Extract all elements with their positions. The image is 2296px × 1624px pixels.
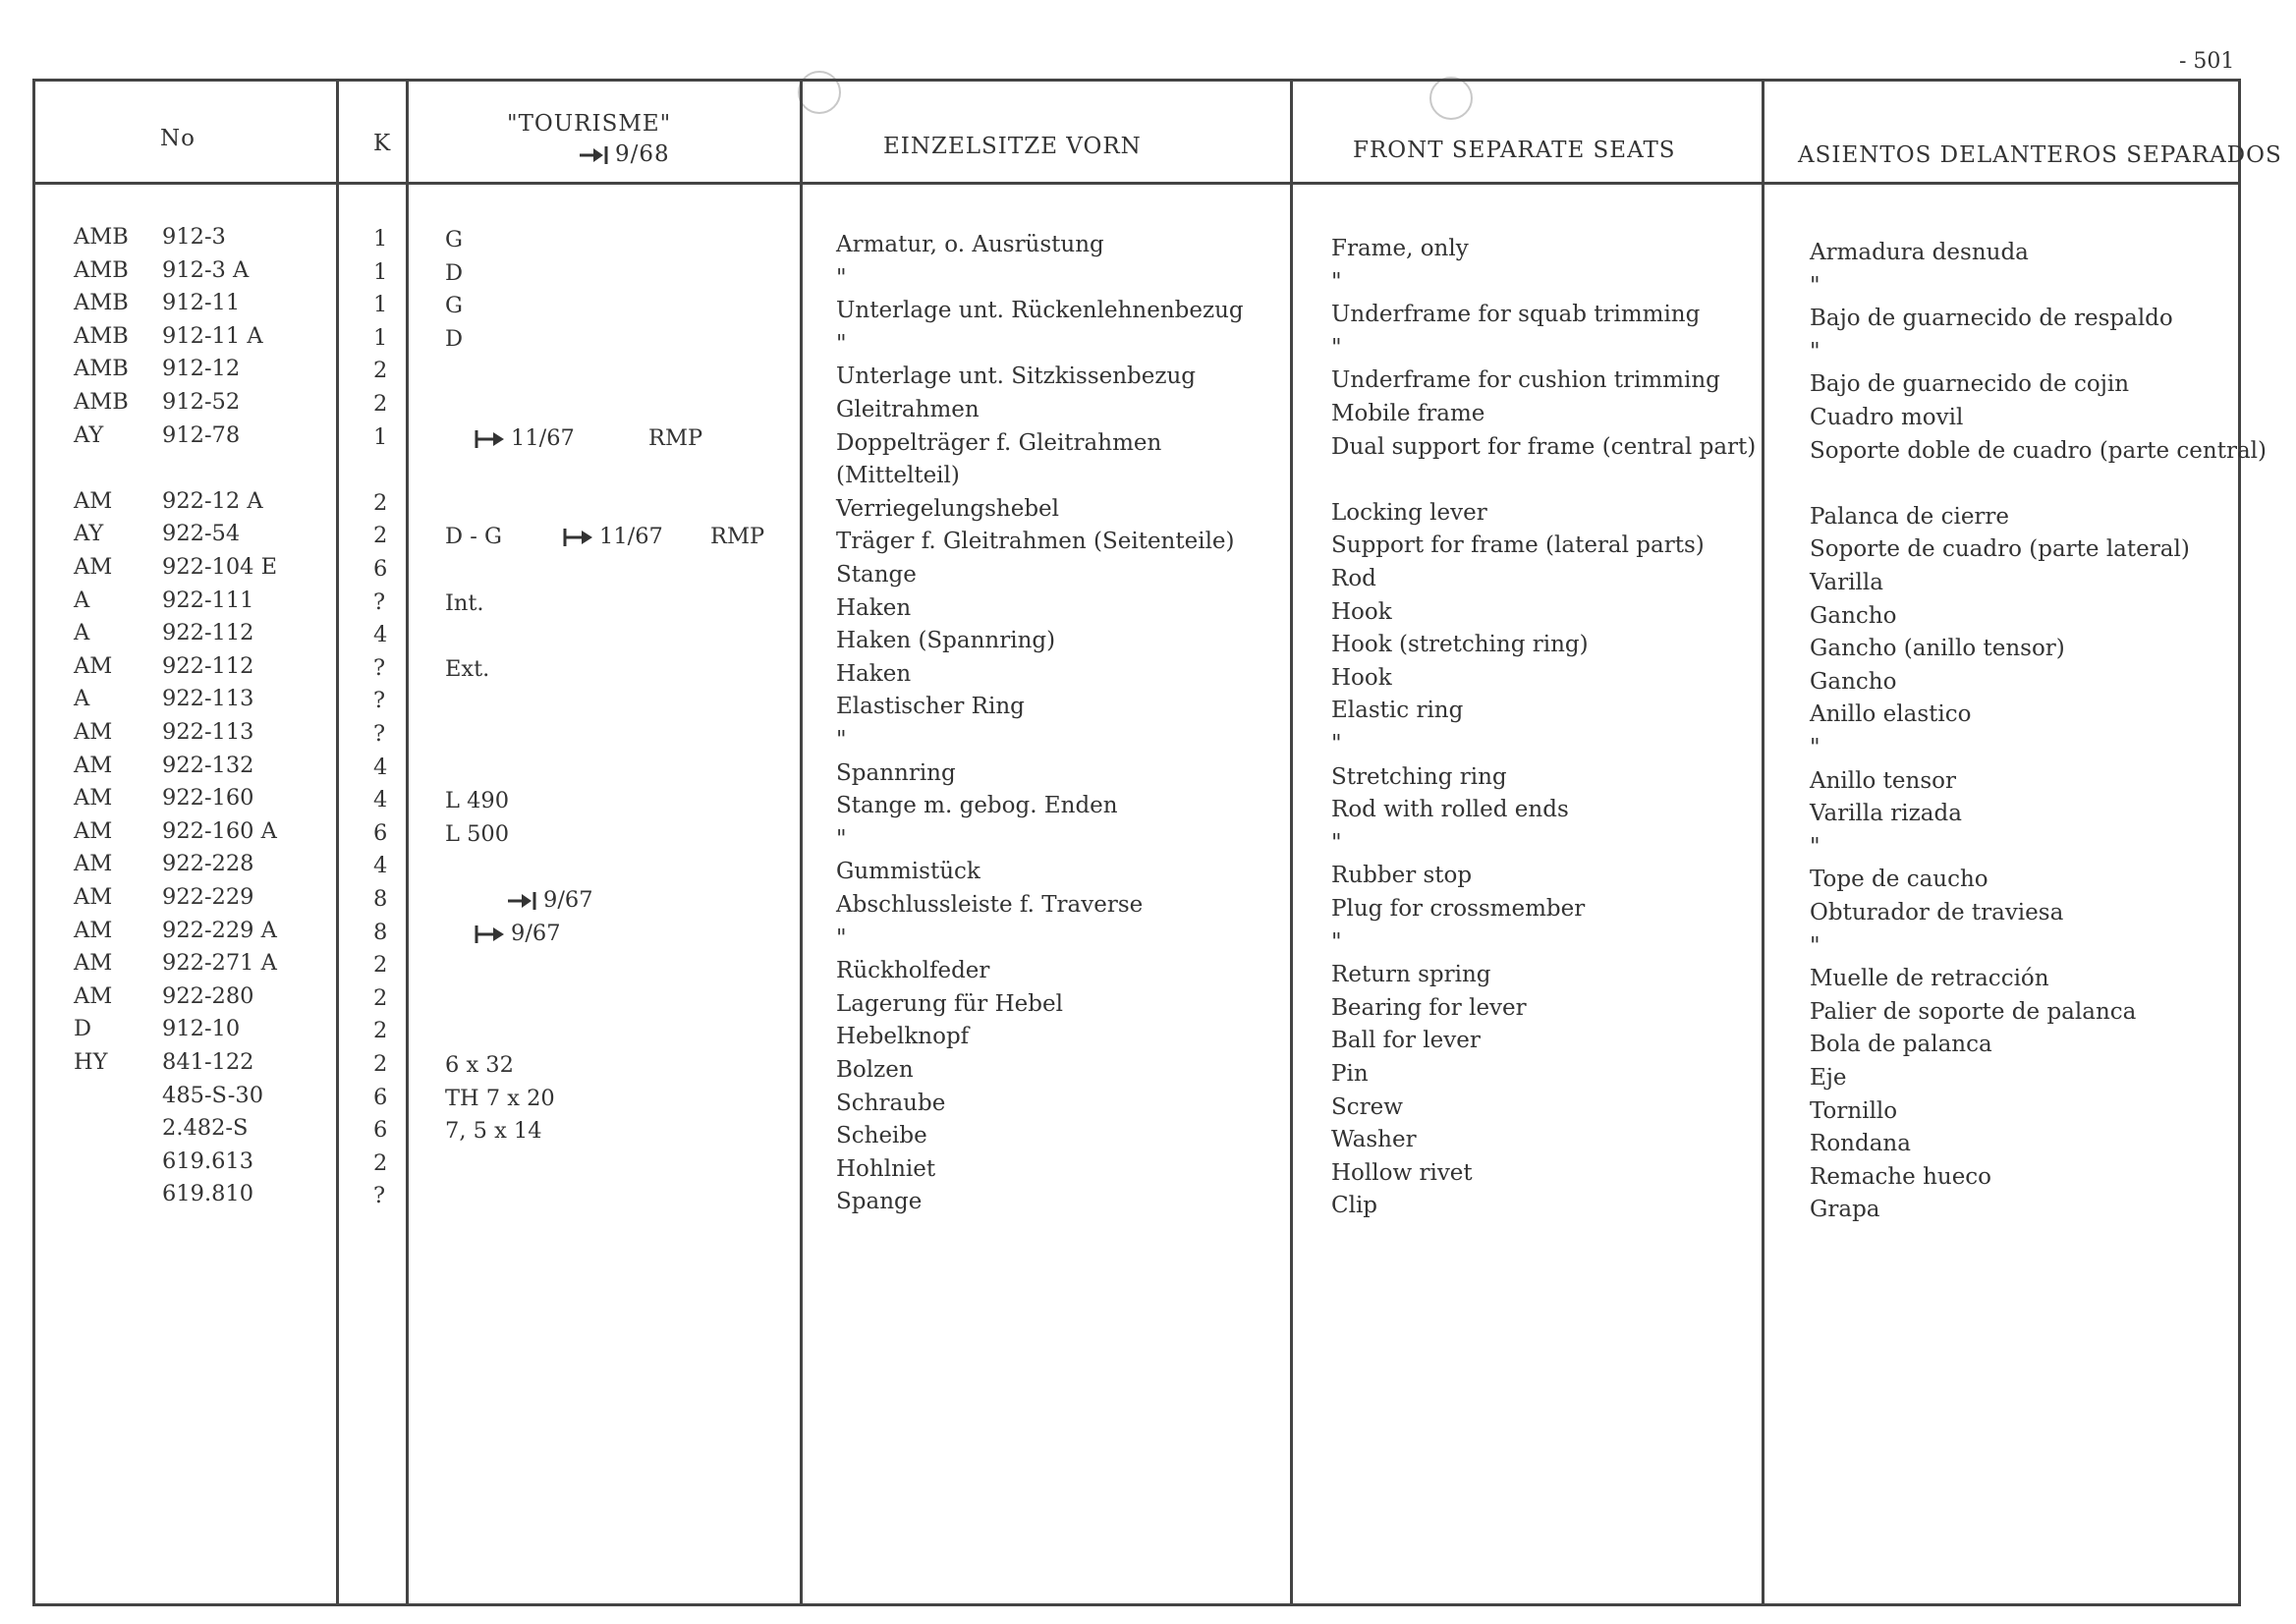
cell-de: Scheibe xyxy=(836,1123,927,1149)
cell-prefix: AMB xyxy=(74,356,129,382)
cell-k: ? xyxy=(373,1183,386,1209)
cell-k: ? xyxy=(373,654,386,681)
arrow-note xyxy=(474,921,561,946)
cell-en: Frame, only xyxy=(1331,236,1469,261)
cell-prefix: HY xyxy=(74,1049,108,1075)
cell-prefix: AY xyxy=(74,421,104,448)
cell-num: 912-3 xyxy=(162,224,226,250)
cell-k: 6 xyxy=(373,556,388,582)
cell-prefix: AMB xyxy=(74,256,129,283)
cell-prefix: A xyxy=(74,620,90,646)
cell-de: Spannring xyxy=(836,759,956,786)
cell-en: " xyxy=(1331,829,1342,856)
cell-en: Dual support for frame (central part) xyxy=(1331,433,1757,460)
cell-note: TH 7 x 20 xyxy=(445,1085,555,1111)
cell-de: Bolzen xyxy=(836,1057,914,1083)
cell-de: Spange xyxy=(836,1189,923,1215)
cell-note: 7, 5 x 14 xyxy=(445,1118,542,1145)
cell-es: " xyxy=(1810,272,1820,299)
cell-de: (Mittelteil) xyxy=(836,463,960,489)
cell-de: Stange xyxy=(836,562,917,588)
cell-es: " xyxy=(1810,735,1820,760)
cell-num: 912-12 xyxy=(162,356,241,382)
cell-note: D - G xyxy=(445,524,502,550)
cell-num: 922-111 xyxy=(162,587,254,613)
cell-num: 922-113 xyxy=(162,719,254,745)
arrow-from-bar-icon xyxy=(474,428,507,450)
cell-en: Hook xyxy=(1331,598,1392,625)
cell-k: ? xyxy=(373,721,386,747)
cell-en: Underframe for cushion trimming xyxy=(1331,367,1720,394)
cell-k: 1 xyxy=(373,258,388,285)
arrow-note xyxy=(474,425,575,451)
cell-en: " xyxy=(1331,334,1342,361)
header-tourisme-date-text: 9/68 xyxy=(615,141,670,167)
cell-note: L 490 xyxy=(445,788,510,814)
cell-num: 912-52 xyxy=(162,389,241,415)
arrow-note xyxy=(562,524,663,549)
cell-prefix: AM xyxy=(74,752,113,778)
cell-de: Verriegelungshebel xyxy=(836,495,1060,522)
cell-es: Tope de caucho xyxy=(1810,867,1988,893)
cell-note: D xyxy=(445,259,464,286)
cell-en: " xyxy=(1331,268,1342,295)
cell-prefix: AM xyxy=(74,785,113,812)
cell-num: 841-122 xyxy=(162,1049,254,1075)
cell-en: Plug for crossmember xyxy=(1331,896,1586,922)
arrow-note-text: 9/67 xyxy=(511,920,561,946)
cell-es: Rondana xyxy=(1810,1131,1911,1157)
arrow-note-text: 11/67 xyxy=(511,424,575,451)
arrow-from-bar-icon xyxy=(562,527,595,548)
cell-en: Hollow rivet xyxy=(1331,1159,1473,1186)
cell-de: " xyxy=(836,727,847,753)
cell-en: Rod xyxy=(1331,566,1376,591)
cell-en: Clip xyxy=(1331,1193,1378,1219)
cell-k: 1 xyxy=(373,324,388,351)
cell-en: Underframe for squab trimming xyxy=(1331,302,1701,328)
cell-de: Hebelknopf xyxy=(836,1024,970,1050)
cell-num: 922-229 A xyxy=(162,917,277,943)
cell-num: 912-10 xyxy=(162,1016,241,1042)
cell-prefix: A xyxy=(74,587,90,613)
cell-prefix: AM xyxy=(74,652,113,679)
cell-prefix: AM xyxy=(74,950,113,977)
cell-es: Gancho xyxy=(1810,602,1897,629)
cell-en: Hook xyxy=(1331,664,1392,691)
cell-num: 912-11 A xyxy=(162,322,263,349)
cell-es: Bola de palanca xyxy=(1810,1032,1992,1058)
cell-num: 922-112 xyxy=(162,652,254,679)
col-divider-no xyxy=(336,79,339,1606)
cell-note: Int. xyxy=(445,589,484,616)
cell-prefix: AM xyxy=(74,884,113,910)
cell-note: L 500 xyxy=(445,820,510,847)
cell-prefix: AMB xyxy=(74,322,129,349)
cell-num: 922-229 xyxy=(162,884,254,910)
cell-k: 4 xyxy=(373,853,388,879)
header-divider xyxy=(32,182,2241,185)
cell-num: 619.810 xyxy=(162,1181,254,1207)
cell-es: Cuadro movil xyxy=(1810,405,1964,430)
cell-prefix: AM xyxy=(74,817,113,844)
cell-num: 912-78 xyxy=(162,421,241,448)
cell-en: Mobile frame xyxy=(1331,401,1485,426)
cell-de: Haken (Spannring) xyxy=(836,628,1056,654)
cell-k: 1 xyxy=(373,423,388,450)
cell-num: 922-160 xyxy=(162,785,254,812)
cell-es: Eje xyxy=(1810,1065,1847,1091)
cell-num: 922-112 xyxy=(162,620,254,646)
cell-prefix: AM xyxy=(74,982,113,1009)
cell-prefix: AY xyxy=(74,521,104,547)
cell-prefix: AMB xyxy=(74,224,129,250)
cell-de: " xyxy=(836,264,847,291)
cell-en: Rubber stop xyxy=(1331,863,1473,889)
cell-k: 2 xyxy=(373,391,388,417)
cell-es: Obturador de traviesa xyxy=(1810,900,2064,925)
cell-en: Screw xyxy=(1331,1093,1403,1120)
header-de: EINZELSITZE VORN xyxy=(883,134,1142,159)
cell-k: 4 xyxy=(373,787,388,813)
cell-num: 619.613 xyxy=(162,1148,254,1174)
cell-es: Soporte doble de cuadro (parte central) xyxy=(1810,437,2267,464)
cell-k: 2 xyxy=(373,489,388,516)
cell-prefix: AM xyxy=(74,917,113,943)
cell-prefix: AM xyxy=(74,487,113,514)
cell-es: " xyxy=(1810,932,1820,959)
arrow-note-text: 11/67 xyxy=(599,524,663,550)
cell-prefix: AM xyxy=(74,554,113,580)
cell-en: Pin xyxy=(1331,1061,1369,1087)
cell-num: 922-12 A xyxy=(162,487,263,514)
cell-es: Armadura desnuda xyxy=(1810,240,2029,265)
cell-num: 922-228 xyxy=(162,851,254,877)
cell-note: 6 x 32 xyxy=(445,1052,514,1078)
cell-es: Palanca de cierre xyxy=(1810,503,2010,530)
cell-de: Rückholfeder xyxy=(836,958,990,984)
cell-de: Doppelträger f. Gleitrahmen xyxy=(836,429,1162,456)
cell-k: 1 xyxy=(373,226,388,252)
cell-de: Gleitrahmen xyxy=(836,397,980,422)
cell-de: Unterlage unt. Sitzkissenbezug xyxy=(836,364,1197,390)
cell-de: Armatur, o. Ausrüstung xyxy=(836,232,1104,257)
cell-k: 2 xyxy=(373,1018,388,1044)
cell-en: Hook (stretching ring) xyxy=(1331,632,1589,658)
cell-de: Gummistück xyxy=(836,859,980,885)
header-es: ASIENTOS DELANTEROS SEPARADOS xyxy=(1798,142,2282,168)
cell-num: 485-S-30 xyxy=(162,1082,264,1108)
cell-de: Unterlage unt. Rückenlehnenbezug xyxy=(836,298,1244,324)
cell-k: 2 xyxy=(373,952,388,979)
cell-es: Bajo de guarnecido de respaldo xyxy=(1810,306,2173,332)
page-number: - 501 xyxy=(2179,49,2235,74)
cell-es: Remache hueco xyxy=(1810,1163,1992,1190)
cell-es: Anillo tensor xyxy=(1810,767,1956,794)
cell-prefix: AM xyxy=(74,851,113,877)
cell-note2: RMP xyxy=(710,524,765,550)
cell-es: Soporte de cuadro (parte lateral) xyxy=(1810,536,2190,563)
cell-de: Schraube xyxy=(836,1090,946,1116)
cell-de: Abschlussleiste f. Traverse xyxy=(836,892,1144,918)
cell-k: 4 xyxy=(373,754,388,780)
cell-num: 922-104 E xyxy=(162,554,278,580)
cell-prefix: D xyxy=(74,1016,92,1042)
cell-de: " xyxy=(836,825,847,852)
cell-k: 1 xyxy=(373,292,388,318)
cell-k: 6 xyxy=(373,819,388,846)
cell-note: D xyxy=(445,325,464,352)
cell-es: Palier de soporte de palanca xyxy=(1810,998,2137,1025)
cell-note2: RMP xyxy=(648,424,703,451)
cell-k: 4 xyxy=(373,622,388,648)
cell-num: 922-280 xyxy=(162,982,254,1009)
cell-en: Rod with rolled ends xyxy=(1331,797,1569,823)
cell-en: Locking lever xyxy=(1331,499,1487,526)
cell-num: 2.482-S xyxy=(162,1115,249,1142)
header-tourisme-title: "TOURISME" xyxy=(507,111,672,137)
cell-de: Träger f. Gleitrahmen (Seitenteile) xyxy=(836,529,1235,555)
cell-de: Lagerung für Hebel xyxy=(836,990,1063,1017)
arrow-note-text: 9/67 xyxy=(543,887,593,913)
col-divider-tourisme xyxy=(800,79,803,1606)
cell-de: Elastischer Ring xyxy=(836,694,1025,720)
cell-k: ? xyxy=(373,588,386,615)
cell-es: Bajo de guarnecido de cojin xyxy=(1810,371,2130,398)
cell-en: Support for frame (lateral parts) xyxy=(1331,532,1705,559)
cell-es: Varilla xyxy=(1810,570,1883,595)
arrow-note xyxy=(506,887,593,913)
cell-k: 8 xyxy=(373,886,388,912)
cell-k: 2 xyxy=(373,1149,388,1176)
header-tourisme-date xyxy=(578,141,670,167)
cell-de: " xyxy=(836,330,847,357)
cell-es: Gancho xyxy=(1810,668,1897,695)
cell-es: Anillo elastico xyxy=(1810,701,1972,728)
cell-de: Stange m. gebog. Enden xyxy=(836,793,1118,819)
cell-en: Ball for lever xyxy=(1331,1028,1481,1054)
col-divider-de xyxy=(1290,79,1293,1606)
cell-num: 922-271 A xyxy=(162,950,277,977)
cell-k: 8 xyxy=(373,919,388,945)
cell-de: Haken xyxy=(836,594,912,621)
arrow-to-bar-icon xyxy=(506,890,539,912)
cell-es: " xyxy=(1810,338,1820,364)
cell-note: G xyxy=(445,227,463,252)
cell-prefix: AMB xyxy=(74,389,129,415)
cell-k: 2 xyxy=(373,1051,388,1077)
cell-num: 912-11 xyxy=(162,290,241,316)
cell-es: Grapa xyxy=(1810,1197,1880,1223)
header-no: No xyxy=(160,126,196,151)
cell-es: Muelle de retracción xyxy=(1810,966,2049,992)
cell-de: " xyxy=(836,924,847,951)
col-divider-en xyxy=(1762,79,1764,1606)
cell-num: 922-113 xyxy=(162,686,254,712)
cell-prefix: A xyxy=(74,686,90,712)
cell-note: Ext. xyxy=(445,655,490,682)
cell-k: 6 xyxy=(373,1117,388,1144)
cell-en: Return spring xyxy=(1331,962,1491,988)
arrow-to-bar-icon xyxy=(578,144,611,166)
cell-num: 922-132 xyxy=(162,752,254,778)
cell-en: " xyxy=(1331,731,1342,756)
cell-k: 2 xyxy=(373,984,388,1011)
cell-de: Haken xyxy=(836,660,912,687)
cell-de: Hohlniet xyxy=(836,1155,936,1182)
cell-k: 2 xyxy=(373,358,388,384)
cell-prefix: AMB xyxy=(74,290,129,316)
cell-en: Washer xyxy=(1331,1127,1417,1153)
cell-num: 922-160 A xyxy=(162,817,277,844)
arrow-from-bar-icon xyxy=(474,924,507,945)
col-divider-k xyxy=(406,79,409,1606)
header-en: FRONT SEPARATE SEATS xyxy=(1353,138,1676,163)
cell-num: 912-3 A xyxy=(162,256,250,283)
cell-en: " xyxy=(1331,928,1342,955)
header-k: K xyxy=(373,131,392,156)
cell-k: 6 xyxy=(373,1084,388,1110)
cell-es: Gancho (anillo tensor) xyxy=(1810,636,2065,662)
cell-es: Varilla rizada xyxy=(1810,801,1962,827)
cell-num: 922-54 xyxy=(162,521,241,547)
cell-es: Tornillo xyxy=(1810,1097,1898,1124)
cell-k: ? xyxy=(373,688,386,714)
cell-en: Elastic ring xyxy=(1331,698,1464,724)
cell-es: " xyxy=(1810,833,1820,860)
cell-en: Stretching ring xyxy=(1331,763,1507,790)
cell-prefix: AM xyxy=(74,719,113,745)
cell-note: G xyxy=(445,293,463,319)
cell-k: 2 xyxy=(373,523,388,549)
cell-en: Bearing for lever xyxy=(1331,994,1527,1021)
